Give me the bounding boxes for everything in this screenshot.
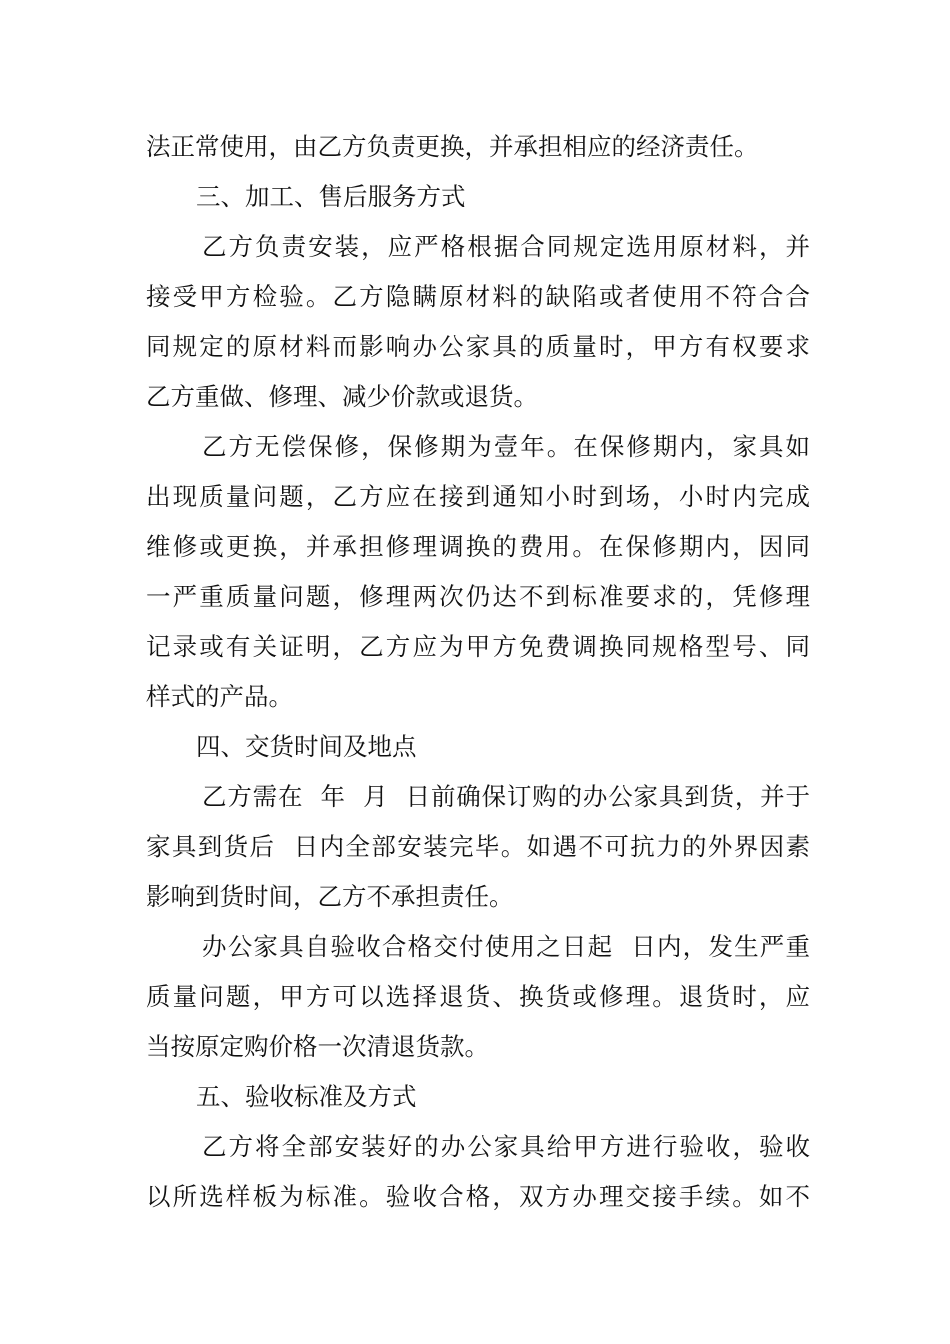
text-line: 记录或有关证明，乙方应为甲方免费调换同规格型号、同	[146, 632, 810, 661]
document-page	[146, 122, 810, 1222]
text-line: 一严重质量问题，修理两次仍达不到标准要求的，凭修理	[146, 582, 810, 611]
section-heading: 三、加工、售后服务方式	[196, 182, 466, 211]
text-line: 接受甲方检验。乙方隐瞒原材料的缺陷或者使用不符合合	[146, 282, 810, 311]
text-line: 维修或更换，并承担修理调换的费用。在保修期内，因同	[146, 532, 810, 561]
text-line: 乙方重做、修理、减少价款或退货。	[146, 382, 538, 411]
text-line: 乙方无偿保修，保修期为壹年。在保修期内，家具如	[202, 432, 810, 461]
text-line: 影响到货时间，乙方不承担责任。	[146, 882, 514, 911]
section-heading: 五、验收标准及方式	[196, 1082, 417, 1111]
text-line: 以所选样板为标准。验收合格，双方办理交接手续。如不	[146, 1182, 810, 1211]
text-line: 同规定的原材料而影响办公家具的质量时，甲方有权要求	[146, 332, 810, 361]
section-heading: 四、交货时间及地点	[196, 732, 417, 761]
text-line: 法正常使用，由乙方负责更换，并承担相应的经济责任。	[146, 132, 759, 161]
text-line: 乙方负责安装，应严格根据合同规定选用原材料，并	[202, 232, 810, 261]
text-line: 样式的产品。	[146, 682, 293, 711]
text-line: 家具到货后 日内全部安装完毕。如遇不可抗力的外界因素	[146, 832, 810, 861]
text-line: 乙方需在 年 月 日前确保订购的办公家具到货，并于	[202, 782, 810, 811]
text-line: 办公家具自验收合格交付使用之日起 日内，发生严重	[202, 932, 810, 961]
text-line: 乙方将全部安装好的办公家具给甲方进行验收，验收	[202, 1132, 810, 1161]
text-line: 出现质量问题，乙方应在接到通知小时到场，小时内完成	[146, 482, 810, 511]
text-line: 质量问题，甲方可以选择退货、换货或修理。退货时，应	[146, 982, 810, 1011]
text-line: 当按原定购价格一次清退货款。	[146, 1032, 489, 1061]
